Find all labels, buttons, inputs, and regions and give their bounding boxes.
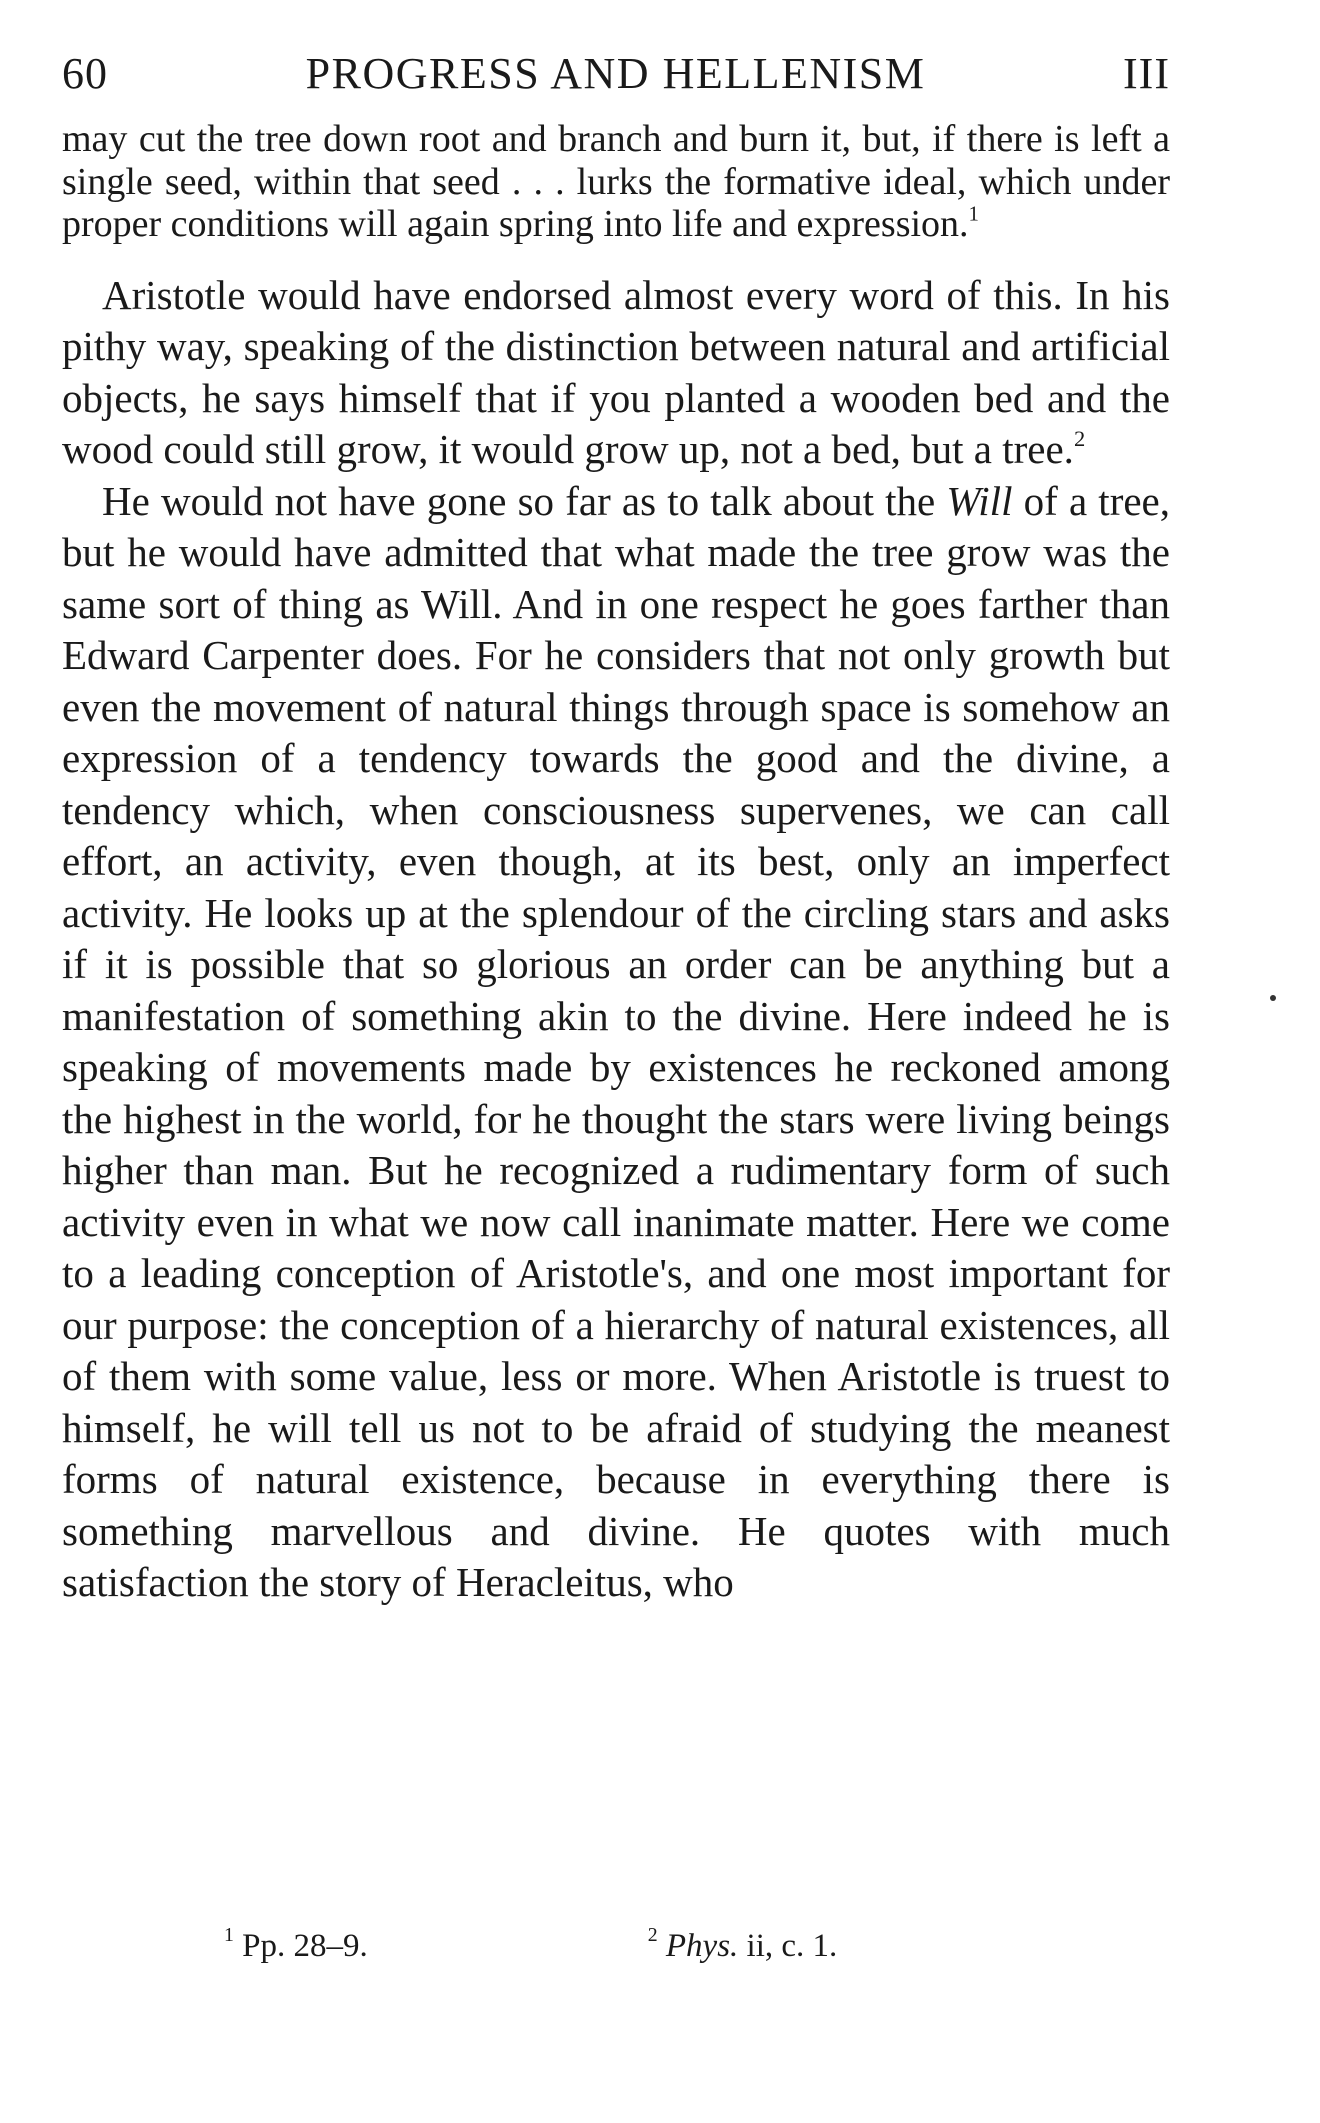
paragraph-2 <box>62 476 1170 1609</box>
page-number: 60 <box>62 49 108 98</box>
quote-text: may cut the tree down root and branch and burn it, but, if there is left a single seed, within that seed . . . lurks the formative ideal, which under proper conditions will again spring into life and expression. <box>62 118 1170 245</box>
chapter-number: III <box>1123 49 1170 98</box>
footnote-1-text: Pp. 28–9. <box>242 1928 368 1964</box>
footnote-2 <box>647 1924 838 1965</box>
body-text <box>62 270 1170 1609</box>
paragraph-1 <box>62 270 1170 476</box>
running-head <box>62 48 1170 118</box>
paragraph-2-lead: He would not have gone so far as to talk about the <box>102 477 947 524</box>
footnote-ref-1: 1 <box>968 201 979 226</box>
footnote-ref-2: 2 <box>1073 426 1086 452</box>
footnotes <box>62 1924 1170 1965</box>
print-speck <box>1270 995 1276 1001</box>
paragraph-1-text: Aristotle would have endorsed almost every word of this. In his pithy way, speaking of the distinction between natural and artificial objects, he says himself that if you planted a wooden bed and the wood could still grow, it would grow up, not a bed, but a tree. <box>62 271 1170 472</box>
block-quote <box>62 118 1170 246</box>
paragraph-2-text: of a tree, but he would have admitted that what made the tree grow was the same sort of thing as Will. And in one respect he goes farther than Edward Carpenter does. For he considers that not only growth but even the movement of natural things through space is somehow an expression of a tendency towards the good and the divine, a tendency which, when consciousness supervenes, we can call effort, an activity, even though, at its best, only an imperfect activity. He looks up at the splendour of the circling stars and asks if it is possible that so glorious an order can be anything but a manifestation of something akin to the divine. Here indeed he is speaking of movements made by existences he reckoned among the highest in the world, for he thought the stars were living beings higher than man. But he recognized a rudimentary form of such activity even in what we now call inanimate matter. Here we come to a leading conception of Aristotle's, and one most important for our purpose: the conception of a hierarchy of natural existences, all of them with some value, less or more. When Aristotle is truest to himself, he will tell us not to be afraid of studying the meanest forms of natural existence, because in everything there is something marvellous and divine. He quotes with much satisfaction the story of Heracleitus, who <box>62 477 1170 1605</box>
footnote-1 <box>224 1924 368 1965</box>
paragraph-2-italic-will: Will <box>946 477 1013 524</box>
footnote-2-mark: 2 <box>647 1924 658 1947</box>
book-page <box>62 48 1170 1609</box>
running-title: PROGRESS AND HELLENISM <box>305 49 926 98</box>
footnote-1-mark: 1 <box>224 1924 234 1947</box>
footnote-2-italic: Phys. <box>665 1928 739 1964</box>
footnote-2-text: ii, c. 1. <box>738 1928 838 1964</box>
